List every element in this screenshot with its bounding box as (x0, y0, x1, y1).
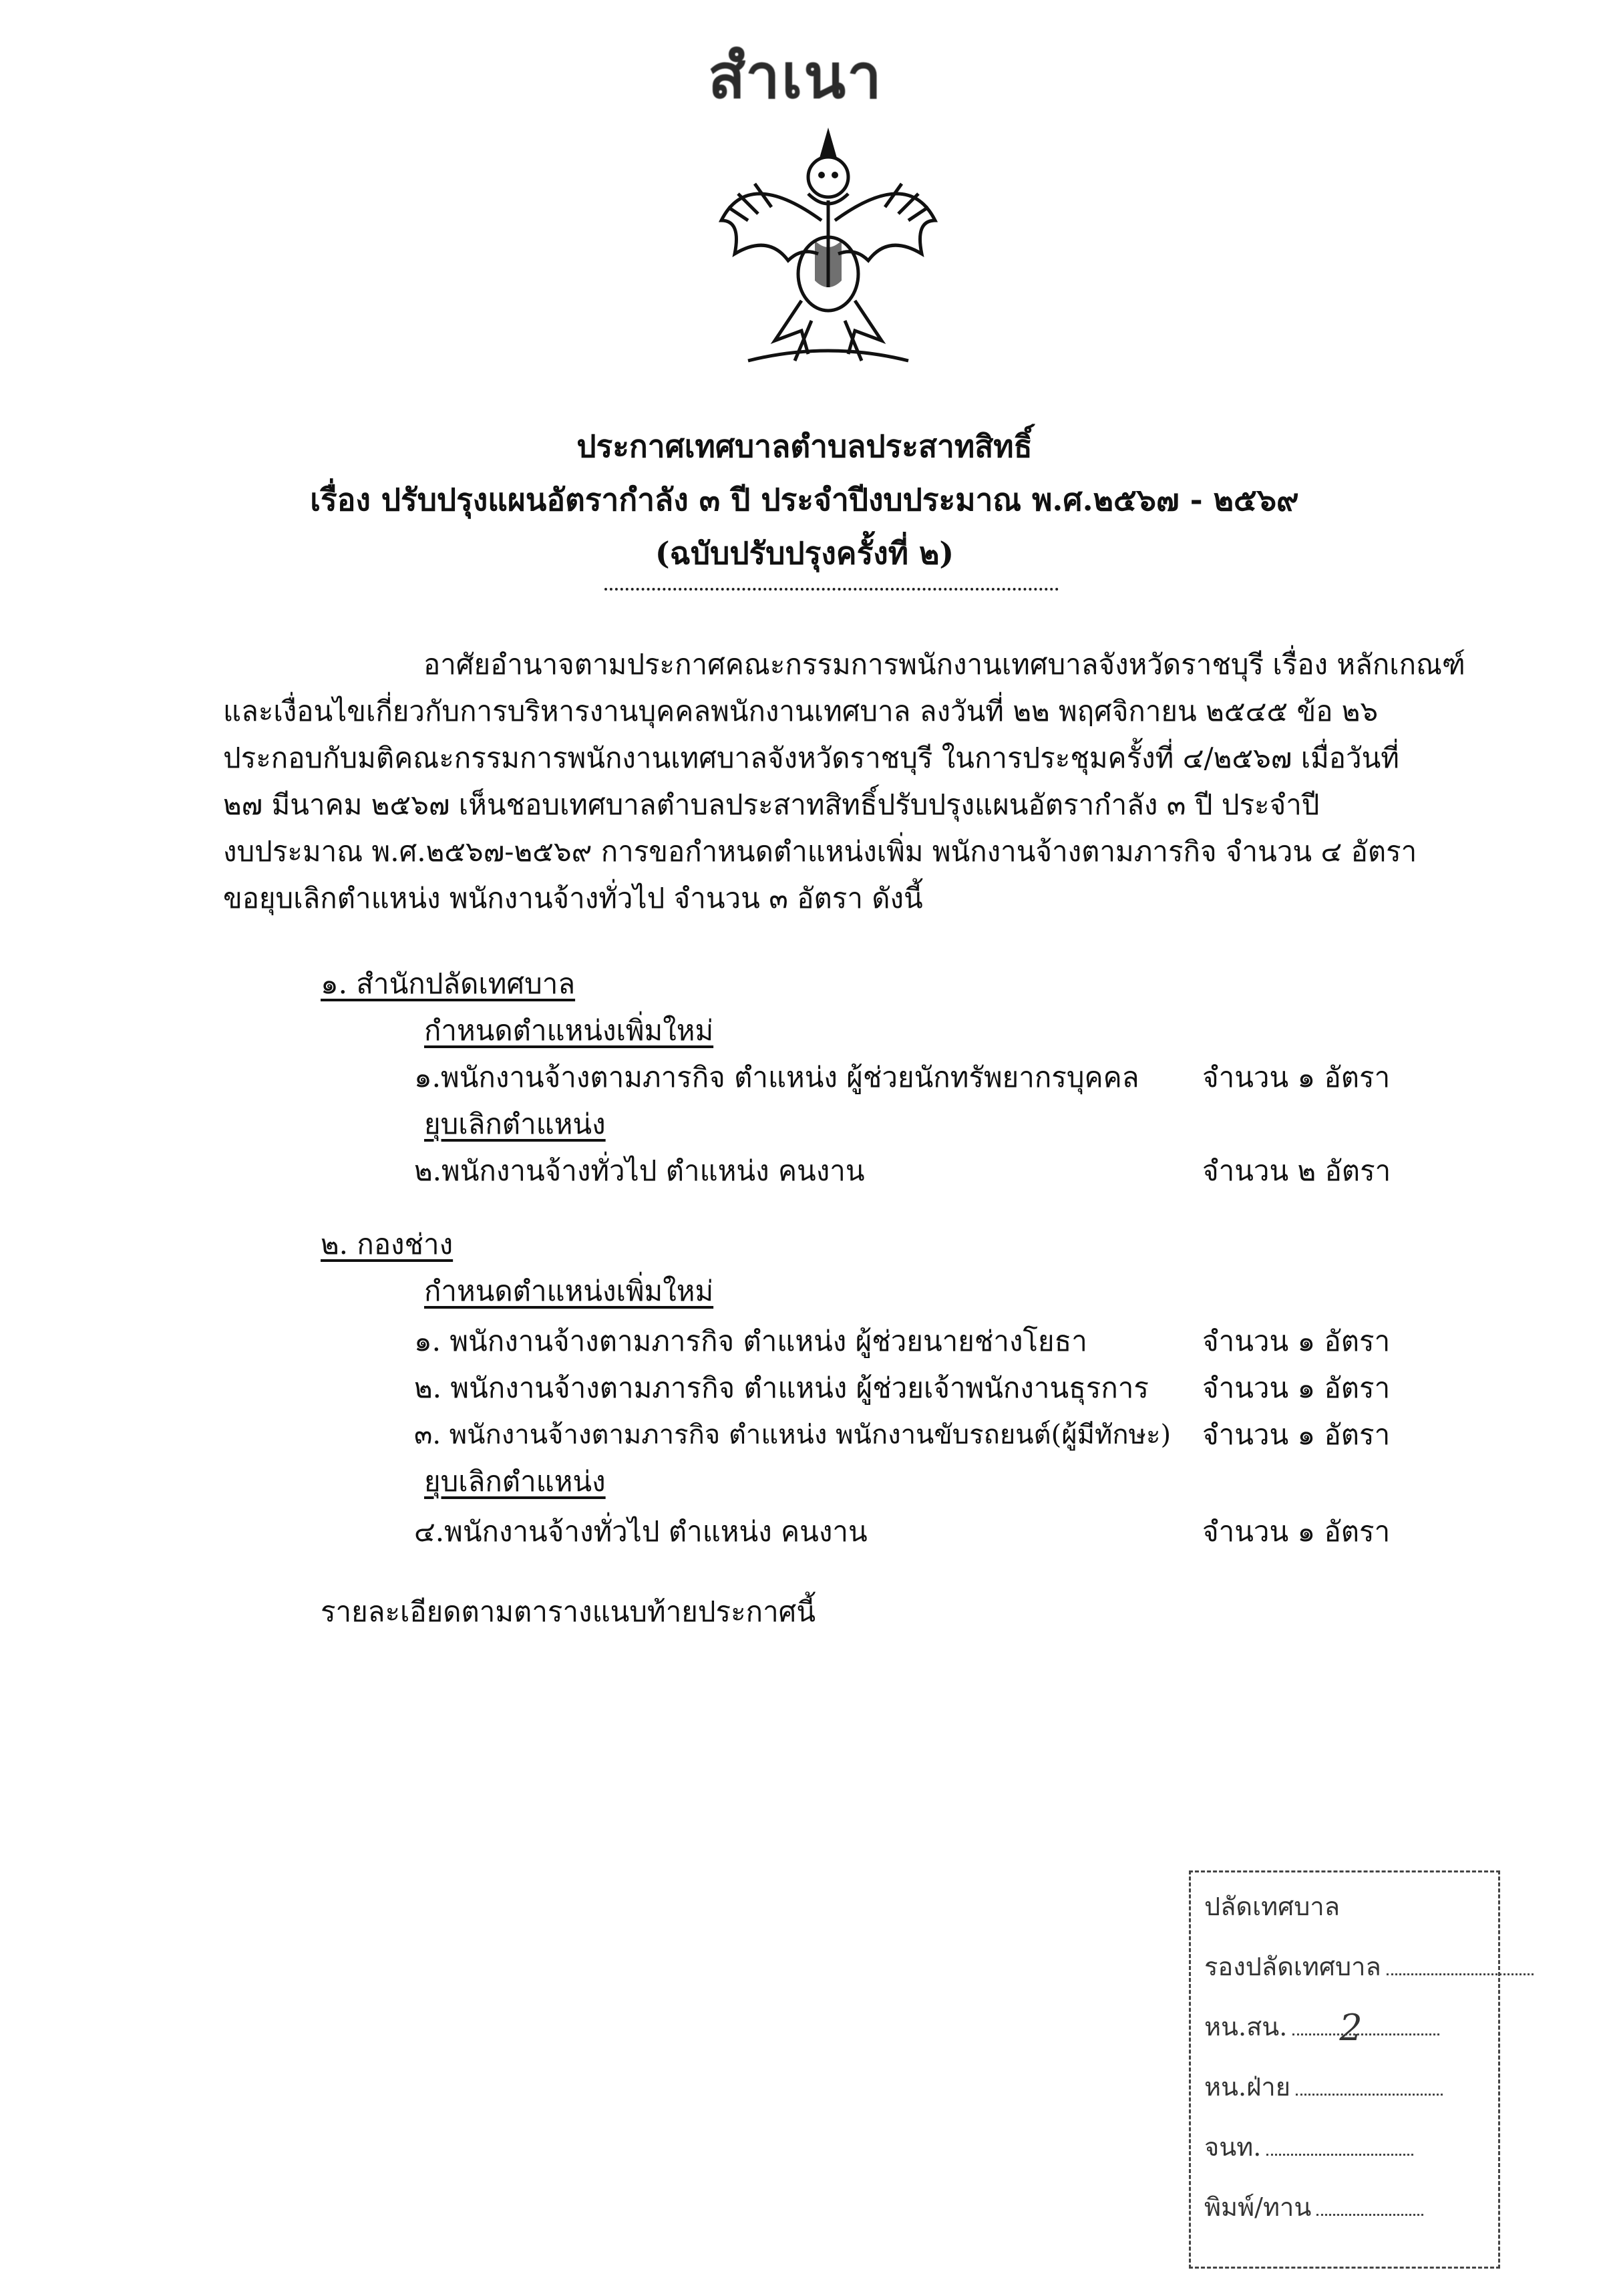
routing-row-label: พิมพ์/ทาน (1204, 2192, 1312, 2222)
routing-row (1204, 2186, 1423, 2227)
position-item: ๔.พนักงานจ้างทั่วไป ตำแหน่ง คนงาน (414, 1515, 868, 1548)
routing-row-label: หน.สน. (1204, 2012, 1288, 2041)
routing-row-label: ปลัดเทศบาล (1204, 1892, 1340, 1921)
routing-row (1204, 2066, 1443, 2107)
body-line: ๒๗ มีนาคม ๒๕๖๗ เห็นชอบเทศบาลตำบลประสาทสิทธิ์ปรับปรุงแผนอัตรากำลัง ๓ ปี ประจำปี (223, 788, 1320, 821)
routing-row-label: จนท. (1204, 2132, 1262, 2162)
dotted-divider (604, 588, 1059, 591)
footer-note: รายละเอียดตามตารางแนบท้ายประกาศนี้ (321, 1595, 816, 1628)
add-positions-label: กำหนดตำแหน่งเพิ่มใหม่ (424, 1014, 714, 1047)
body-line: อาศัยอำนาจตามประกาศคณะกรรมการพนักงานเทศบาลจังหวัดราชบุรี เรื่อง หลักเกณฑ์ (423, 648, 1465, 681)
routing-row-label: หน.ฝ่าย (1204, 2072, 1290, 2102)
position-quantity: จำนวน ๒ อัตรา (1202, 1154, 1391, 1187)
body-line: งบประมาณ พ.ศ.๒๕๖๗-๒๕๖๙ การขอกำหนดตำแหน่งเพิ่ม พนักงานจ้างตามภารกิจ จำนวน ๔ อัตรา (223, 835, 1417, 868)
copy-stamp: สำเนา (708, 40, 883, 112)
routing-row-label: รองปลัดเทศบาล (1204, 1952, 1381, 1981)
garuda-emblem-icon (708, 120, 948, 374)
position-quantity: จำนวน ๑ อัตรา (1202, 1515, 1391, 1548)
remove-positions-label: ยุบเลิกตำแหน่ง (424, 1108, 606, 1140)
body-line: ขอยุบเลิกตำแหน่ง พนักงานจ้างทั่วไป จำนวน ๓ อัตรา ดังนี้ (223, 882, 923, 915)
position-item: ๑. พนักงานจ้างตามภารกิจ ตำแหน่ง ผู้ช่วยนายช่างโยธา (414, 1325, 1087, 1357)
section-title: ๑. สำนักปลัดเทศบาล (321, 967, 576, 1000)
announcement-title: ประกาศเทศบาลตำบลประสาทสิทธิ์ (576, 428, 1033, 464)
routing-row (1204, 2006, 1439, 2047)
routing-row (1204, 1886, 1340, 1927)
body-line: และเงื่อนไขเกี่ยวกับการบริหารงานบุคคลพนักงานเทศบาล ลงวันที่ ๒๒ พฤศจิกายน ๒๕๔๕ ข้อ ๒๖ (223, 695, 1379, 727)
position-quantity: จำนวน ๑ อัตรา (1202, 1325, 1391, 1357)
body-paragraph (223, 641, 1465, 922)
section-title: ๒. กองช่าง (321, 1228, 454, 1261)
add-positions-label: กำหนดตำแหน่งเพิ่มใหม่ (424, 1275, 714, 1307)
position-item: ๒. พนักงานจ้างตามภารกิจ ตำแหน่ง ผู้ช่วยเจ้าพนักงานธุรการ (414, 1371, 1149, 1404)
remove-positions-label: ยุบเลิกตำแหน่ง (424, 1465, 606, 1498)
position-item: ๒.พนักงานจ้างทั่วไป ตำแหน่ง คนงาน (414, 1154, 865, 1187)
handwritten-mark: 2 (1339, 2007, 1363, 2049)
position-quantity: จำนวน ๑ อัตรา (1202, 1371, 1391, 1404)
position-item: ๑.พนักงานจ้างตามภารกิจ ตำแหน่ง ผู้ช่วยนักทรัพยากรบุคคล (414, 1061, 1139, 1094)
announcement-subject: เรื่อง ปรับปรุงแผนอัตรากำลัง ๓ ปี ประจำปีงบประมาณ พ.ศ.๒๕๖๗ - ๒๕๖๙ (310, 482, 1299, 518)
position-quantity: จำนวน ๑ อัตรา (1202, 1061, 1391, 1094)
position-quantity: จำนวน ๑ อัตรา (1202, 1418, 1391, 1451)
body-line: ประกอบกับมติคณะกรรมการพนักงานเทศบาลจังหวัดราชบุรี ในการประชุมครั้งที่ ๔/๒๕๖๗ เมื่อวันที่ (223, 742, 1399, 774)
routing-row (1204, 1946, 1534, 1987)
routing-row (1204, 2126, 1413, 2167)
routing-stamp (1189, 1870, 1500, 2269)
position-item: ๓. พนักงานจ้างตามภารกิจ ตำแหน่ง พนักงานขับรถยนต์(ผู้มีทักษะ) (414, 1420, 1172, 1450)
announcement-revision: (ฉบับปรับปรุงครั้งที่ ๒) (655, 535, 954, 571)
